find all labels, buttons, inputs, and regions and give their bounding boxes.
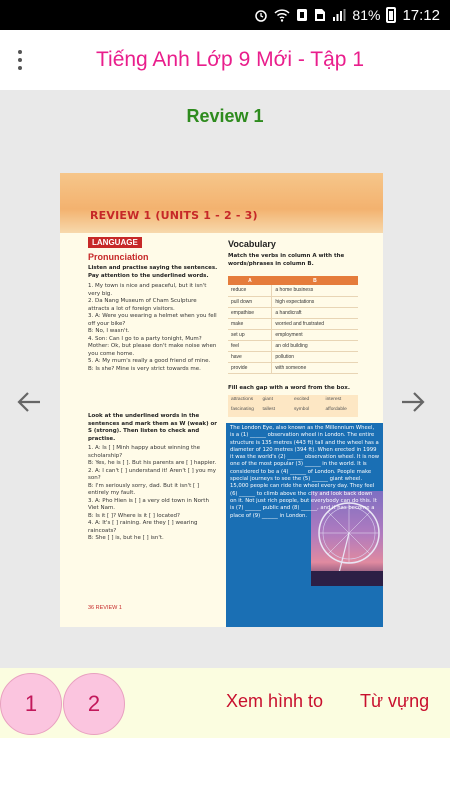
notification-icon (296, 8, 308, 22)
table-cell: set up (228, 329, 272, 340)
table-cell: a handicraft (272, 307, 358, 318)
page-2-button[interactable]: 2 (63, 673, 125, 735)
table-cell: employment (272, 329, 358, 340)
exercise-2-list (88, 445, 218, 543)
table-cell: a home business (272, 285, 358, 296)
list-item: B: Is she? Mine is very strict towards me. (88, 365, 201, 372)
table-row (228, 318, 358, 329)
reading-text (230, 425, 380, 520)
exercise-4-instruction: Fill each gap with a word from the box. (228, 385, 350, 391)
sim-icon (314, 8, 326, 22)
view-large-button[interactable]: Xem hình to (226, 691, 324, 711)
page-banner-title: REVIEW 1 (UNITS 1 - 2 - 3) (90, 209, 258, 222)
overflow-menu-icon[interactable] (0, 30, 40, 90)
page-footer: 36 REVIEW 1 (88, 605, 122, 611)
section-title: Review 1 (186, 106, 264, 126)
table-cell: make (228, 318, 272, 329)
exercise-3-instruction: Match the verbs in column A with the words/phrases in column B. (228, 253, 345, 267)
list-item: 1. My town is nice and peaceful, but it isn't very big. (88, 283, 207, 297)
status-bar (0, 0, 450, 30)
vocabulary-heading: Vocabulary (228, 239, 276, 249)
clock: 17:12 (402, 6, 440, 24)
battery-icon (386, 7, 396, 23)
list-item: B: I'm seriously sorry, dad. But it isn't [ ] entirely my fault. (88, 482, 200, 496)
list-item: Mother: Ok, but please don't make noise when you come home. (88, 343, 217, 357)
word-box-item: symbol (294, 406, 310, 412)
table-cell: feel (228, 340, 272, 351)
word-box (228, 395, 358, 417)
wifi-icon (274, 9, 290, 22)
textbook-page[interactable] (60, 173, 383, 627)
list-item: 3. A: Pho Hien is [ ] a very old town in North Viet Nam. (88, 497, 209, 511)
word-box-item: giant (262, 397, 273, 402)
table-cell: worried and frustrated (272, 318, 358, 329)
table-cell: pull down (228, 296, 272, 307)
app-bar (0, 30, 450, 90)
list-item: 4. A: It's [ ] raining. Are they [ ] wearing raincoats? (88, 520, 198, 534)
list-item: B: No, I wasn't. (88, 328, 130, 334)
page-banner (60, 173, 383, 233)
arrow-left-icon[interactable] (14, 388, 44, 416)
table-cell: with someone (272, 362, 358, 373)
list-item: B: Yes, he is [ ]. But his parents are [ ] happier. (88, 460, 217, 466)
word-box-item: excited (294, 397, 310, 402)
list-item: 5. A: My mum's really a good friend of mine. (88, 358, 211, 364)
list-item: 3. A: Were you wearing a helmet when you fell off your bike? (88, 313, 217, 327)
exercise-1-list (88, 283, 218, 373)
table-row (228, 329, 358, 340)
app-title: Tiếng Anh Lớp 9 Mới - Tập 1 (95, 48, 365, 71)
word-box-item: fascinating (231, 406, 254, 412)
word-box-item: attractions (231, 397, 254, 402)
table-header: B (272, 276, 358, 285)
list-item: 2. Da Nang Museum of Cham Sculpture attracts a lot of foreign visitors. (88, 298, 197, 312)
exercise-1-instruction: Listen and practise saying the sentences. Pay attention to the underlined words. (88, 265, 218, 279)
table-row (228, 340, 358, 351)
reading-paragraph: The London Eye, also known as the Millennium Wheel, is a (1) ______ observation wheel in London. The entire structure is 135 metres (443 ft) tall and the wheel has a diameter of 120 metres (394 ft). When erected in 1999 it was the world's (2) ______ observation wheel. It is now one of the most popular (3) ______ in the world. It is considered to be a (4) ______ of London. People make special journeys to see the (5) ______ giant wheel. 15,000 people can ride the wheel every day. They feel (6) ______ to climb above the city and look back down on it. Not just rich people, but everybody can do this. It is (7) ______ public and (8) ______, and it has become a place of (9) ______ in London. (230, 425, 380, 519)
table-cell: provide (228, 362, 272, 373)
vocabulary-button[interactable]: Từ vựng (360, 691, 430, 711)
table-cell: an old building (272, 340, 358, 351)
battery-percent: 81% (352, 7, 381, 23)
arrow-right-icon[interactable] (398, 388, 428, 416)
bottom-spacer (0, 738, 450, 800)
word-box-item: tallest (262, 406, 276, 412)
signal-icon (332, 8, 346, 22)
list-item: B: She [ ] is, but he [ ] isn't. (88, 535, 164, 541)
matching-table (228, 276, 358, 374)
page-1-button[interactable]: 1 (0, 673, 62, 735)
table-cell: have (228, 351, 272, 362)
table-cell: empathise (228, 307, 272, 318)
list-item: 2. A: I can't [ ] understand it! Aren't [ ] you my son? (88, 467, 217, 481)
word-box-item: affordable (325, 406, 347, 412)
table-row (228, 362, 358, 373)
alarm-icon (254, 8, 268, 22)
pronunciation-heading: Pronunciation (88, 252, 149, 262)
list-item: 4. Son: Can I go to a party tonight, Mum? (88, 335, 202, 342)
table-row (228, 351, 358, 362)
table-cell: reduce (228, 285, 272, 296)
table-cell: high expectations (272, 296, 358, 307)
table-row (228, 285, 358, 296)
list-item: B: Is it [ ]? Where is it [ ] located? (88, 512, 180, 519)
language-tag: LANGUAGE (88, 237, 142, 248)
table-header: A (228, 276, 272, 285)
word-box-item: interest (325, 397, 342, 402)
exercise-2-instruction: Look at the underlined words in the sentences and mark them as W (weak) or S (strong). Then listen to check and practise. (88, 413, 217, 442)
list-item: 1. A: Is [ ] Minh happy about winning the scholarship? (88, 445, 201, 459)
table-row (228, 296, 358, 307)
table-cell: pollution (272, 351, 358, 362)
table-row (228, 307, 358, 318)
